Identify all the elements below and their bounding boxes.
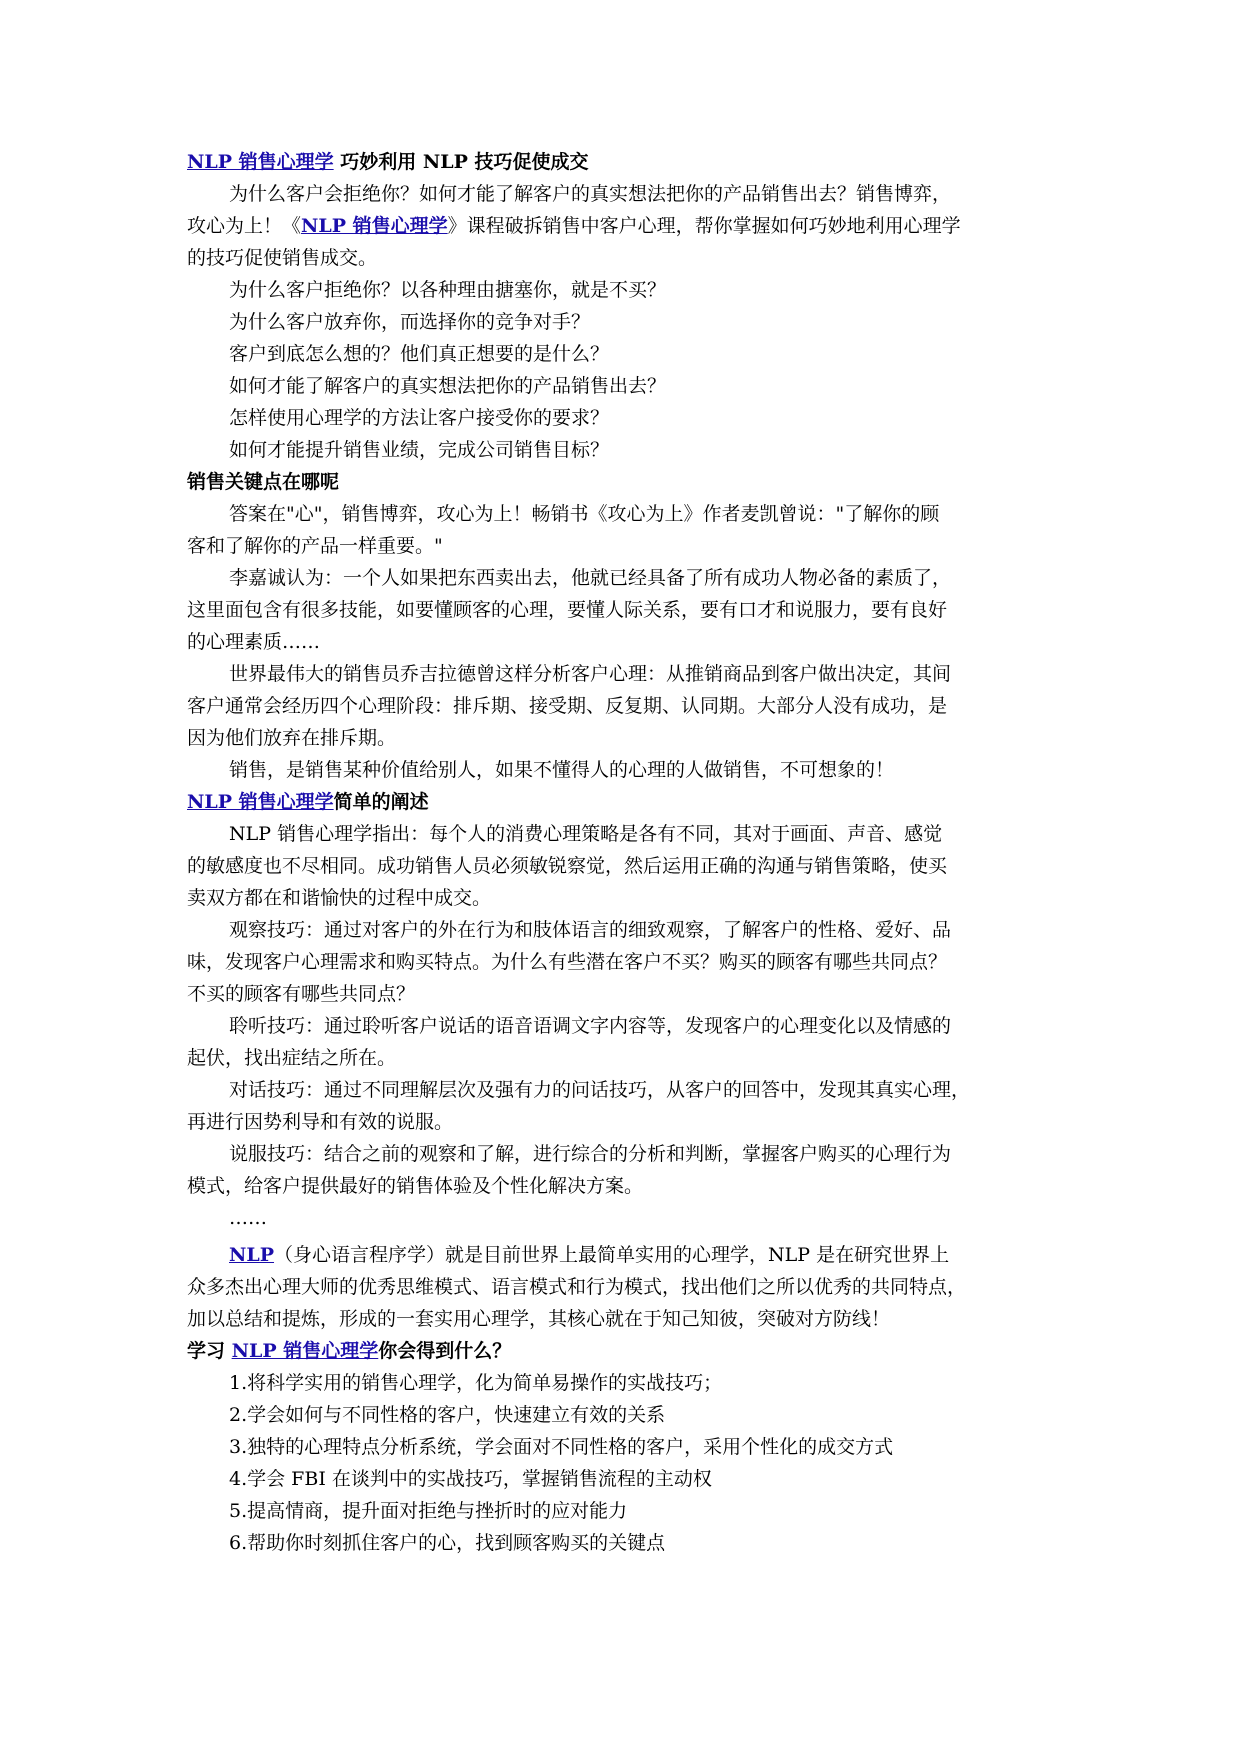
section3-heading-post: 你会得到什么？ xyxy=(378,1340,512,1362)
paragraph-line: 聆听技巧：通过聆听客户说话的语音语调文字内容等，发现客户的心理变化以及情感的 xyxy=(229,1015,952,1037)
intro-text: 攻心为上！《 xyxy=(187,215,302,237)
intro-line xyxy=(187,210,1067,242)
intro-line: 的技巧促使销售成交。 xyxy=(187,247,378,269)
section3-heading-pre: 学习 xyxy=(187,1340,232,1362)
paragraph-line: 众多杰出心理大师的优秀思维模式、语言模式和行为模式，找出他们之所以优秀的共同特点， xyxy=(187,1276,967,1298)
paragraph-line: 世界最伟大的销售员乔吉拉德曾这样分析客户心理：从推销商品到客户做出决定，其间 xyxy=(229,663,952,685)
intro-course-link[interactable]: NLP 销售心理学 xyxy=(301,215,448,237)
section-heading: 销售关键点在哪呢 xyxy=(187,471,340,493)
title-link[interactable]: NLP 销售心理学 xyxy=(187,151,334,173)
question-item: 为什么客户拒绝你？以各种理由搪塞你，就是不买？ xyxy=(229,279,667,301)
question-item: 为什么客户放弃你，而选择你的竞争对手？ xyxy=(229,311,591,333)
title-rest: 巧妙利用 NLP 技巧促使成交 xyxy=(333,151,589,173)
paragraph-line: 因为他们放弃在排斥期。 xyxy=(187,727,397,749)
intro-line: 为什么客户会拒绝你？如何才能了解客户的真实想法把你的产品销售出去？销售博弈， xyxy=(229,183,952,205)
benefit-item: 5.提高情商，提升面对拒绝与挫折时的应对能力 xyxy=(229,1500,628,1522)
paragraph-line: 不买的顾客有哪些共同点？ xyxy=(187,983,416,1005)
paragraph-line: 这里面包含有很多技能，如要懂顾客的心理，要懂人际关系，要有口才和说服力，要有良好 xyxy=(187,599,948,621)
paragraph-line: 的敏感度也不尽相同。成功销售人员必须敏锐察觉，然后运用正确的沟通与销售策略，使买 xyxy=(187,855,948,877)
benefit-item: 2.学会如何与不同性格的客户，快速建立有效的关系 xyxy=(229,1404,666,1426)
paragraph-line: 客户通常会经历四个心理阶段：排斥期、接受期、反复期、认同期。大部分人没有成功，是 xyxy=(187,695,948,717)
paragraph-text: （身心语言程序学）就是目前世界上最简单实用的心理学，NLP 是在研究世界上 xyxy=(274,1244,950,1266)
paragraph-line: 说服技巧：结合之前的观察和了解，进行综合的分析和判断，掌握客户购买的心理行为 xyxy=(229,1143,952,1165)
paragraph-line: 模式，给客户提供最好的销售体验及个性化解决方案。 xyxy=(187,1175,644,1197)
paragraph-line: 再进行因势利导和有效的说服。 xyxy=(187,1111,454,1133)
paragraph-line: 客和了解你的产品一样重要。" xyxy=(187,535,443,557)
section-heading xyxy=(187,786,1067,818)
paragraph-line: 观察技巧：通过对客户的外在行为和肢体语言的细致观察，了解客户的性格、爱好、品 xyxy=(229,919,952,941)
question-item: 如何才能提升销售业绩，完成公司销售目标？ xyxy=(229,439,610,461)
benefit-item: 4.学会 FBI 在谈判中的实战技巧，掌握销售流程的主动权 xyxy=(229,1468,712,1490)
question-item: 怎样使用心理学的方法让客户接受你的要求？ xyxy=(229,407,610,429)
nlp-link[interactable]: NLP xyxy=(229,1244,275,1266)
paragraph-line xyxy=(187,1239,1067,1271)
question-item: 客户到底怎么想的？他们真正想要的是什么？ xyxy=(229,343,610,365)
paragraph-line: 李嘉诚认为：一个人如果把东西卖出去，他就已经具备了所有成功人物必备的素质了， xyxy=(229,567,952,589)
paragraph-line: 味，发现客户心理需求和购买特点。为什么有些潜在客户不买？购买的顾客有哪些共同点？ xyxy=(187,951,948,973)
benefit-item: 1.将科学实用的销售心理学，化为简单易操作的实战技巧； xyxy=(229,1372,723,1394)
question-item: 如何才能了解客户的真实想法把你的产品销售出去？ xyxy=(229,375,667,397)
section2-heading-link[interactable]: NLP 销售心理学 xyxy=(187,791,334,813)
paragraph-line: 答案在"心"，销售博弈，攻心为上！畅销书《攻心为上》作者麦凯曾说："了解你的顾 xyxy=(229,503,940,525)
paragraph-line: 起伏，找出症结之所在。 xyxy=(187,1047,397,1069)
section-heading xyxy=(187,1335,1067,1367)
paragraph-line: 的心理素质…… xyxy=(187,631,321,653)
paragraph-line: 销售，是销售某种价值给别人，如果不懂得人的心理的人做销售，不可想象的！ xyxy=(229,759,895,781)
paragraph-line: 加以总结和提炼，形成的一套实用心理学，其核心就在于知己知彼，突破对方防线！ xyxy=(187,1308,891,1330)
benefit-item: 3.独特的心理特点分析系统，学会面对不同性格的客户，采用个性化的成交方式 xyxy=(229,1436,894,1458)
intro-text: 》课程破拆销售中客户心理，帮你掌握如何巧妙地利用心理学 xyxy=(447,215,961,237)
paragraph-line: 卖双方都在和谐愉快的过程中成交。 xyxy=(187,887,492,909)
document-title xyxy=(187,146,1067,178)
ellipsis-line: …… xyxy=(229,1207,267,1229)
document-page xyxy=(187,146,1067,1559)
paragraph-line: NLP 销售心理学指出：每个人的消费心理策略是各有不同，其对于画面、声音、感觉 xyxy=(229,823,943,845)
section2-heading-text: 简单的阐述 xyxy=(333,791,429,813)
section3-heading-link[interactable]: NLP 销售心理学 xyxy=(231,1340,379,1362)
benefit-item: 6.帮助你时刻抓住客户的心，找到顾客购买的关键点 xyxy=(229,1532,666,1554)
paragraph-line: 对话技巧：通过不同理解层次及强有力的问话技巧，从客户的回答中，发现其真实心理， xyxy=(229,1079,971,1101)
